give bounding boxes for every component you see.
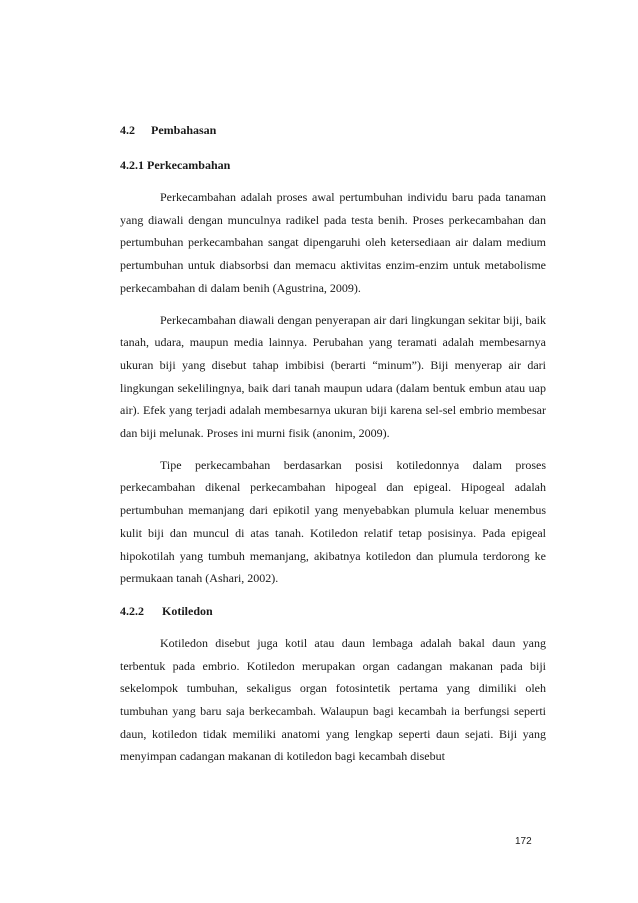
section-heading <box>120 118 546 142</box>
subsection-number: 4.2.1 <box>120 158 144 172</box>
subsection-heading-perkecambahan <box>120 153 546 177</box>
section-number: 4.2 <box>120 123 135 137</box>
subsection-heading-kotiledon <box>120 599 546 623</box>
subsection-title: Perkecambahan <box>147 158 231 172</box>
paragraph: Kotiledon disebut juga kotil atau daun lembaga adalah bakal daun yang terbentuk pada embrio. Kotiledon merupakan organ cadangan makanan pada biji sekelompok tumbuhan, sekaligus organ fotosintetik pertama yang dimiliki oleh tumbuhan yang baru saja berkecambah. Walaupun bagi kecambah ia berfungsi seperti daun, kotiledon tidak memiliki anatomi yang lengkap seperti daun sejati. Biji yang menyimpan cadangan makanan di kotiledon bagi kecambah disebut <box>120 635 546 764</box>
page-content <box>120 118 546 777</box>
subsection-number: 4.2.2 <box>120 603 144 618</box>
section-title: Pembahasan <box>151 123 217 137</box>
paragraph: Tipe perkecambahan berdasarkan posisi kotiledonnya dalam proses perkecambahan dikenal perkecambahan hipogeal dan epigeal. Hipogeal adalah pertumbuhan memanjang dari epikotil yang menyebabkan plumula keluar menembus kulit biji dan muncul di atas tanah. Kotiledon relatif tetap posisinya. Pada epigeal hipokotilah yang tumbuh memanjang, akibatnya kotiledon dan plumula terdorong ke permukaan tanah (Ashari, 2002). <box>120 457 546 586</box>
paragraph: Perkecambahan diawali dengan penyerapan air dari lingkungan sekitar biji, baik tanah, udara, maupun media lainnya. Perubahan yang teramati adalah membesarnya ukuran biji yang disebut tahap imbibisi (berarti “minum”). Biji menyerap air dari lingkungan sekelilingnya, baik dari tanah maupun udara (dalam bentuk embun atau uap air). Efek yang terjadi adalah membesarnya ukuran biji karena sel-sel embrio membesar dan biji melunak. Proses ini murni fisik (anonim, 2009). <box>120 312 546 441</box>
paragraph: Perkecambahan adalah proses awal pertumbuhan individu baru pada tanaman yang diawali dengan munculnya radikel pada testa benih. Proses perkecambahan dan pertumbuhan perkecambahan sangat dipengaruhi oleh ketersediaan air dalam medium pertumbuhan untuk diabsorbsi dan memacu aktivitas enzim-enzim untuk metabolisme perkecambahan di dalam benih (Agustrina, 2009). <box>120 190 546 295</box>
subsection-title: Kotiledon <box>162 603 213 618</box>
page-number: 172 <box>515 836 532 847</box>
